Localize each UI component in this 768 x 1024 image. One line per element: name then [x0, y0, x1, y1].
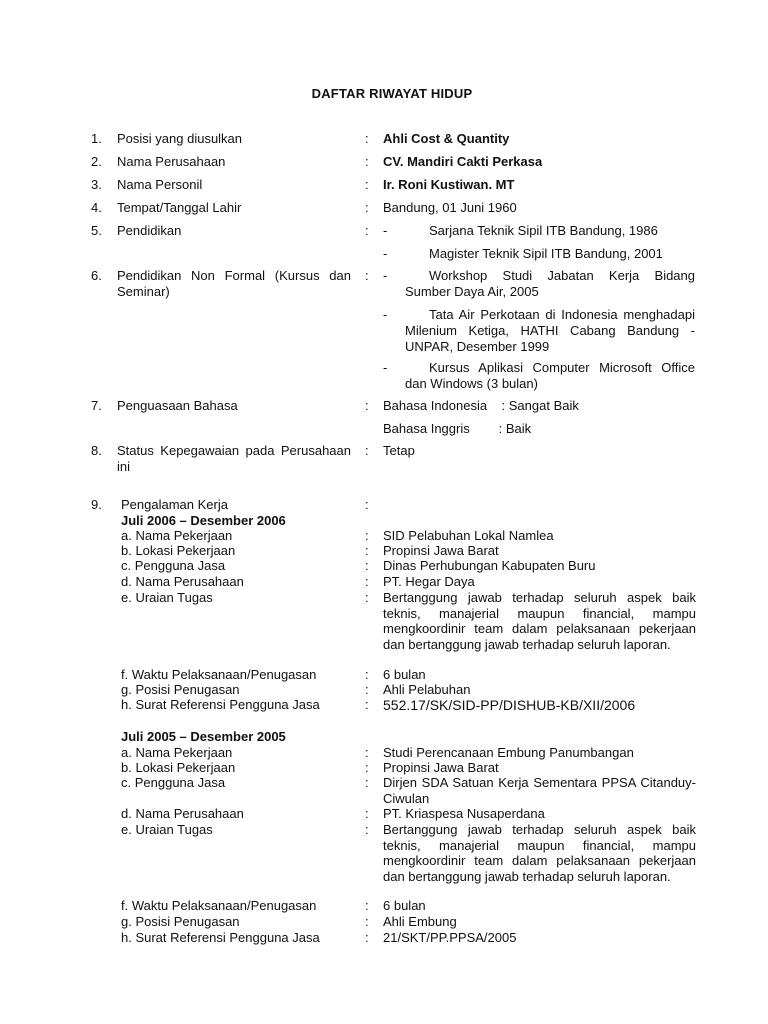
- item-number: 8.: [91, 443, 102, 458]
- field-label: h. Surat Referensi Pengguna Jasa: [121, 930, 320, 945]
- field-label: f. Waktu Pelaksanaan/Penugasan: [121, 898, 317, 913]
- item-number: 3.: [91, 177, 102, 192]
- colon: :: [365, 268, 369, 283]
- item-label: Pendidikan Non Formal (Kursus dan Seminar): [117, 268, 351, 299]
- item-label: Posisi yang diusulkan: [117, 131, 243, 146]
- colon: :: [365, 682, 369, 697]
- item-number: 5.: [91, 223, 102, 238]
- item-label: Penguasaan Bahasa: [117, 398, 238, 413]
- field-label: f. Waktu Pelaksanaan/Penugasan: [121, 667, 317, 682]
- item-number: 1.: [91, 131, 102, 146]
- item-number: 2.: [91, 154, 102, 169]
- field-value: Dinas Perhubungan Kabupaten Buru: [383, 558, 596, 573]
- course-entry: Workshop Studi Jabatan Kerja Bidang Sumber Daya Air, 2005: [405, 268, 695, 299]
- language-entry: Bahasa Inggris : Baik: [383, 421, 532, 436]
- colon: :: [365, 443, 369, 458]
- course-entry: Tata Air Perkotaan di Indonesia menghadapi Milenium Ketiga, HATHI Cabang Bandung - UNPAR, Desember 1999: [405, 307, 695, 354]
- colon: :: [365, 131, 369, 146]
- field-label: h. Surat Referensi Pengguna Jasa: [121, 697, 320, 712]
- course-entry: Kursus Aplikasi Computer Microsoft Office dan Windows (3 bulan): [405, 360, 695, 391]
- colon: :: [365, 398, 369, 413]
- colon: :: [365, 898, 369, 913]
- language-entry: Bahasa Indonesia : Sangat Baik: [383, 398, 579, 413]
- document-title: DAFTAR RIWAYAT HIDUP: [311, 86, 473, 101]
- colon: :: [365, 574, 369, 589]
- colon: :: [365, 745, 369, 760]
- education-entry: Magister Teknik Sipil ITB Bandung, 2001: [429, 246, 663, 261]
- bullet-dash: -: [383, 223, 388, 238]
- item-label: Pendidikan: [117, 223, 182, 238]
- colon: :: [365, 558, 369, 573]
- item-value: Ir. Roni Kustiwan. MT: [383, 177, 515, 192]
- colon: :: [365, 914, 369, 929]
- colon: :: [365, 200, 369, 215]
- field-value: Dirjen SDA Satuan Kerja Sementara PPSA Citanduy-Ciwulan: [383, 775, 696, 806]
- bullet-dash: -: [383, 307, 388, 322]
- field-value: 552.17/SK/SID-PP/DISHUB-KB/XII/2006: [383, 697, 636, 713]
- item-label: Status Kepegawaian pada Perusahaan ini: [117, 443, 351, 474]
- bullet-dash: -: [383, 246, 388, 261]
- field-value: Propinsi Jawa Barat: [383, 543, 499, 558]
- colon: :: [365, 667, 369, 682]
- item-number: 4.: [91, 200, 102, 215]
- field-value: PT. Hegar Daya: [383, 574, 475, 589]
- item-number: 9.: [91, 497, 102, 512]
- field-value: 6 bulan: [383, 667, 426, 682]
- colon: :: [365, 497, 369, 512]
- bullet-dash: -: [383, 360, 388, 375]
- task-description: Bertanggung jawab terhadap seluruh aspek baik teknis, manajerial maupun financial, mampu mengkoordinir team dalam pelaksanaan pekerjaan dan bertanggung jawab terhadap seluruh laporan.: [383, 590, 696, 652]
- item-label: Tempat/Tanggal Lahir: [117, 200, 242, 215]
- education-entry: Sarjana Teknik Sipil ITB Bandung, 1986: [429, 223, 658, 238]
- field-label: d. Nama Perusahaan: [121, 806, 244, 821]
- item-number: 6.: [91, 268, 102, 283]
- field-value: Studi Perencanaan Embung Panumbangan: [383, 745, 634, 760]
- field-value: Ahli Pelabuhan: [383, 682, 471, 697]
- field-value: SID Pelabuhan Lokal Namlea: [383, 528, 554, 543]
- colon: :: [365, 806, 369, 821]
- colon: :: [365, 543, 369, 558]
- colon: :: [365, 822, 369, 837]
- field-label: b. Lokasi Pekerjaan: [121, 760, 236, 775]
- field-label: b. Lokasi Pekerjaan: [121, 543, 236, 558]
- field-label: d. Nama Perusahaan: [121, 574, 244, 589]
- field-value: 21/SKT/PP.PPSA/2005: [383, 930, 517, 945]
- item-number: 7.: [91, 398, 102, 413]
- field-label: e. Uraian Tugas: [121, 590, 213, 605]
- field-label: a. Nama Pekerjaan: [121, 528, 233, 543]
- field-label: g. Posisi Penugasan: [121, 682, 240, 697]
- item-value: Tetap: [383, 443, 415, 458]
- period-heading: Juli 2006 – Desember 2006: [121, 513, 286, 528]
- colon: :: [365, 177, 369, 192]
- item-label: Pengalaman Kerja: [121, 497, 228, 512]
- colon: :: [365, 154, 369, 169]
- colon: :: [365, 697, 369, 712]
- field-value: PT. Kriaspesa Nusaperdana: [383, 806, 545, 821]
- colon: :: [365, 528, 369, 543]
- bullet-dash: -: [383, 268, 388, 283]
- field-label: c. Pengguna Jasa: [121, 558, 226, 573]
- item-value: Bandung, 01 Juni 1960: [383, 200, 517, 215]
- field-value: Propinsi Jawa Barat: [383, 760, 499, 775]
- item-value: Ahli Cost & Quantity: [383, 131, 510, 146]
- item-value: CV. Mandiri Cakti Perkasa: [383, 154, 543, 169]
- task-description: Bertanggung jawab terhadap seluruh aspek baik teknis, manajerial maupun financial, mampu mengkoordinir team dalam pelaksanaan pekerjaan dan bertanggung jawab terhadap seluruh laporan.: [383, 822, 696, 884]
- colon: :: [365, 775, 369, 790]
- colon: :: [365, 760, 369, 775]
- field-label: g. Posisi Penugasan: [121, 914, 240, 929]
- field-value: 6 bulan: [383, 898, 426, 913]
- field-label: c. Pengguna Jasa: [121, 775, 226, 790]
- colon: :: [365, 930, 369, 945]
- colon: :: [365, 223, 369, 238]
- colon: :: [365, 590, 369, 605]
- field-label: a. Nama Pekerjaan: [121, 745, 233, 760]
- item-label: Nama Personil: [117, 177, 203, 192]
- period-heading: Juli 2005 – Desember 2005: [121, 729, 286, 744]
- field-label: e. Uraian Tugas: [121, 822, 213, 837]
- field-value: Ahli Embung: [383, 914, 457, 929]
- item-label: Nama Perusahaan: [117, 154, 226, 169]
